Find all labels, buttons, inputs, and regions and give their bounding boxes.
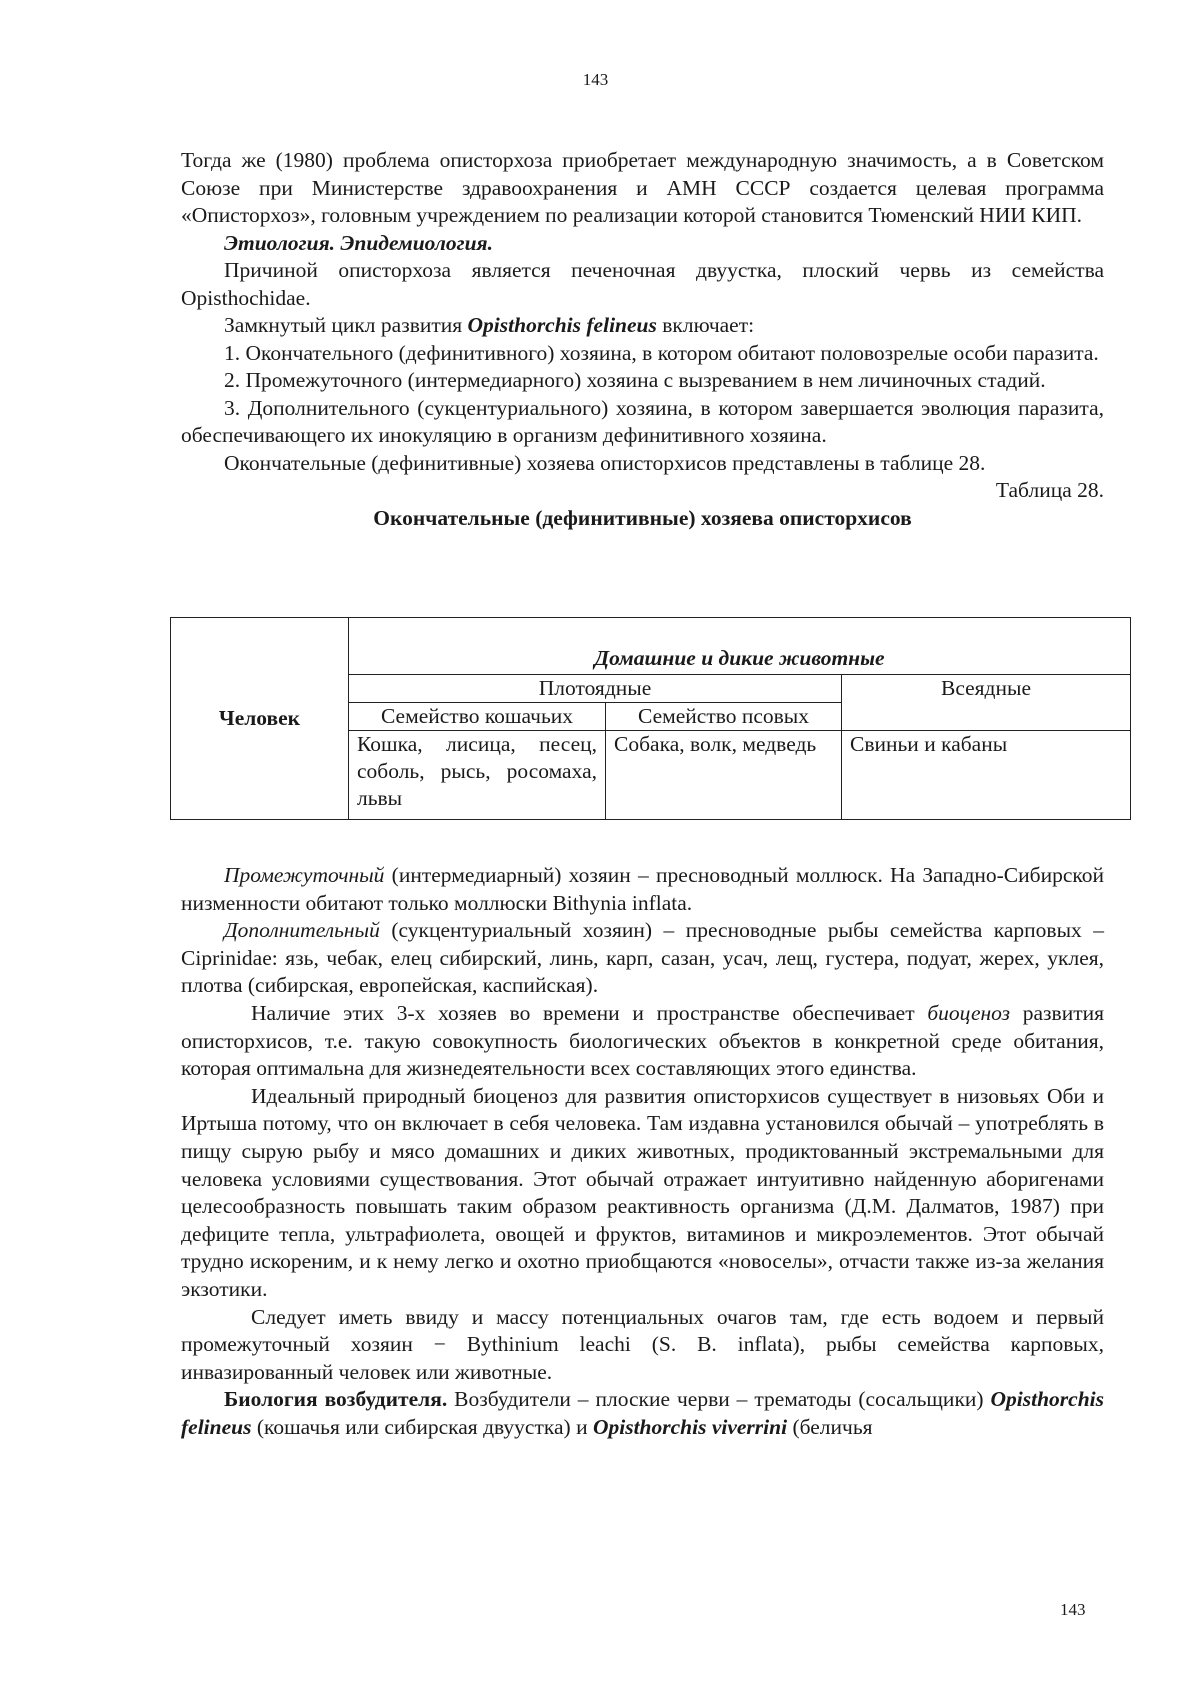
species-name: Opisthorchis felineus [181,1387,1104,1439]
text-after-table [181,862,1104,1441]
potential-foci-paragraph: Следует иметь ввиду и массу потенциальных очагов там, где есть водоем и первый промежуточный хозяин − Bythinium leachi (S. B. inflata), рыбы семейства карповых, инвазированный человек или животные. [181,1304,1104,1384]
biology-text: (беличья [787,1414,873,1439]
list-item-intermediate: 2. Промежуточного (интермедиарного) хозяина с вызреванием в нем личиночных стадий. [224,368,1046,392]
main-text [181,147,1104,532]
biocenosis-paragraph [181,1000,1104,1083]
biology-text: (кошачья или сибирская двуустка) и [251,1414,593,1439]
term-biocenosis: биоценоз [927,1000,1011,1025]
species-name: Opisthorchis viverrini [592,1414,788,1439]
cell-omnivores-list: Свиньи и кабаны [842,731,1131,820]
hosts-table [170,617,1131,820]
cell-domestic-wild: Домашние и дикие животные [349,618,1131,675]
ideal-biocenosis-paragraph: Идеальный природный биоценоз для развития описторхисов существует в низовьях Оби и Иртыша потому, что он включает в себя человека. Там издавна установился обычай – употреблять в пищу сырую рыбу и мясо домашних и диких животных, продиктованный экстремальными для человека условиями существования. Этот обычай отражает интуитивно найденную аборигенами целесообразность повышать таким образом реактивность организма (Д.М. Далматов, 1987) при дефиците тепла, ультрафиолета, овощей и фруктов, витаминов и микроэлементов. Этот обычай трудно искореним, и к нему легко и охотно приобщаются «новоселы», отчасти также из-за желания экзотики. [181,1083,1104,1301]
term-intermediate: Промежуточный [224,863,385,887]
cell-omnivores: Всеядные [842,675,1131,731]
cell-canidae-list: Собака, волк, медведь [606,731,842,820]
page-number-top: 143 [582,70,609,89]
additional-text: (сукцентуриальный хозяин) – пресноводные рыбы семейства карповых – Ciprinidae: язь, чебак, елец сибирский, линь, карп, сазан, усач, лещ, густера, подуат, жерех, уклея, плотва (сибирская, европейская, каспийская). [181,918,1104,998]
list-item-additional: 3. Дополнительного (сукцентуриального) хозяина, в котором завершается эволюция паразита, обеспечивающего их инокуляцию в организм дефинитивного хозяина. [181,395,1104,447]
list-item-definitive: 1. Окончательного (дефинитивного) хозяина, в котором обитают половозрелые особи паразита. [224,340,1099,365]
biocenosis-text-end: развития описторхисов, т.е. такую совокупность биологических объектов в конкретной среде обитания, которая оптимальна для жизнедеятельности всех составляющих этого единства. [181,1000,1104,1081]
intermediate-host-paragraph [181,862,1104,917]
cell-carnivores: Плотоядные [349,675,842,703]
table-title: Окончательные (дефинитивные) хозяева описторхисов [373,505,912,530]
biology-paragraph [181,1386,1104,1441]
table-reference-paragraph: Окончательные (дефинитивные) хозяева описторхисов представлены в таблице 28. [224,450,986,475]
page-number-bottom: 143 [1060,1600,1086,1619]
cell-felidae-list: Кошка, лисица, песец, соболь, рысь, росомаха, львы [349,731,606,820]
intro-paragraph: Тогда же (1980) проблема описторхоза приобретает международную значимость, а в Советском Союзе при Министерстве здравоохранения и АМН СССР создается целевая программа «Описторхоз», головным учреждением по реализации которой становится Тюменский НИИ КИП. [181,148,1104,227]
additional-host-paragraph [181,917,1104,1000]
table-label: Таблица 28. [995,478,1104,502]
cell-felidae: Семейство кошачьих [349,703,606,731]
section-heading-biology: Биология возбудителя. [224,1387,448,1412]
table-row [171,618,1131,675]
cycle-intro-text: Замкнутый цикл развития [224,313,468,337]
species-name: Opisthorchis felineus [467,313,657,337]
cell-human: Человек [171,618,349,820]
intermediate-text: (интермедиарный) хозяин – пресноводный моллюск. На Западно-Сибирской низменности обитают только моллюски Bithynia inflata. [181,863,1104,915]
term-additional: Дополнительный [224,918,380,943]
cycle-intro-paragraph [181,312,1104,340]
section-heading-etiology: Этиология. Эпидемиология. [224,230,494,255]
cycle-intro-text-end: включает: [656,313,755,337]
cause-paragraph: Причиной описторхоза является печеночная двуустка, плоский червь из семейства Opisthochidae. [181,258,1104,310]
biology-text: Возбудители – плоские черви – трематоды (сосальщики) [447,1387,991,1412]
biocenosis-text: Наличие этих 3-х хозяев во времени и пространстве обеспечивает [251,1000,928,1025]
cell-canidae: Семейство псовых [606,703,842,731]
